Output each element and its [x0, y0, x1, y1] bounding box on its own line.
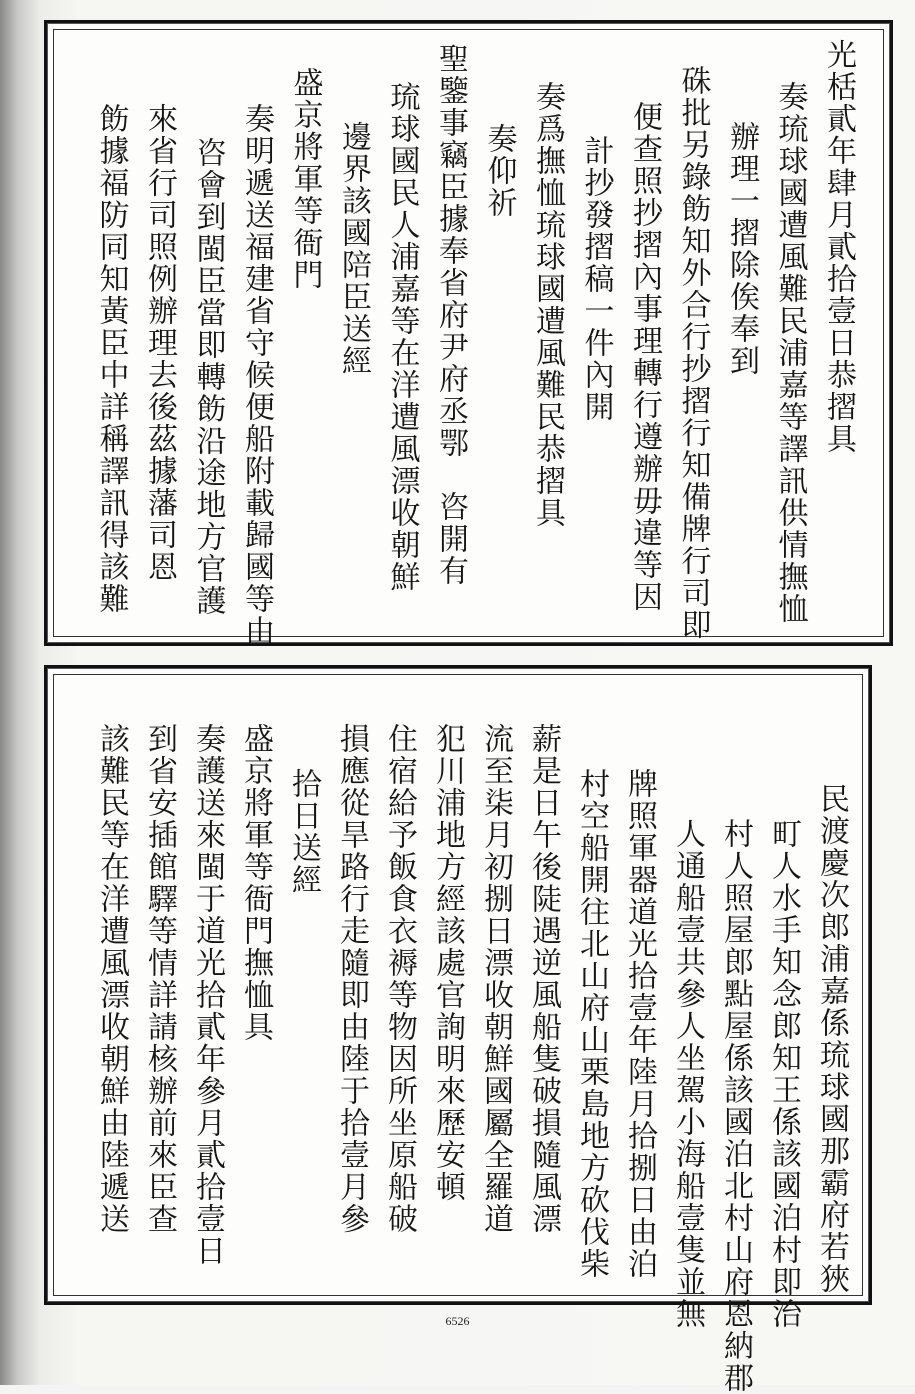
text-column: 住宿給予飯食衣褥等物因所坐原船破 — [382, 723, 417, 1235]
text-column: 奏護送來閩于道光拾貳年參月貳拾壹日 — [190, 723, 225, 1267]
text-column: 到省安插館驛等情詳請核辦前來臣查 — [142, 723, 177, 1235]
text-column: 薪是日午後陡遇逆風船隻破損隨風漂 — [526, 723, 561, 1235]
text-column: 琉球國民人浦嘉等在洋遭風漂收朝鮮 — [384, 81, 420, 593]
text-column: 聖鑒事竊臣據奉省府尹府丞鄂 咨開有 — [433, 43, 468, 587]
text-column: 便查照抄摺內事理轉行遵辦毋違等因 — [627, 101, 662, 613]
text-column: 犯川浦地方經該處官詢明來歷安頓 — [430, 723, 465, 1203]
text-column: 奏明遞送福建省守候便船附載歸國等由 — [239, 103, 274, 647]
text-column: 該難民等在洋遭風漂收朝鮮由陸遞送 — [94, 723, 129, 1235]
top-document-panel — [44, 20, 893, 646]
text-column: 計抄發摺稿一件內開 — [578, 135, 614, 423]
top-text-columns — [47, 23, 890, 647]
text-column: 村人照屋郎點屋係該國泊北村山府恩納郡 — [718, 818, 753, 1394]
text-column: 光栝貳年肆月貳拾壹日恭摺具 — [821, 39, 856, 455]
page-number: 6526 — [445, 1314, 470, 1328]
text-column: 村空船開往北山府山栗島地方砍伐柴 — [574, 768, 609, 1280]
text-column: 咨會到閩臣當即轉飭沿途地方官護 — [190, 137, 226, 617]
text-column: 硃批另錄飭知外合行抄摺行知備牌行司即 — [675, 65, 711, 641]
text-column: 損應從旱路行走隨即由陸于拾壹月參 — [334, 723, 369, 1235]
text-column: 飭據福防同知黃臣中詳稱譯訊得該難 — [93, 103, 129, 615]
text-column: 町人水手知念郎知王係該國泊村即治 — [766, 818, 801, 1330]
text-column: 奏琉球國遭風難民浦嘉等譯訊供情撫恤 — [772, 81, 808, 625]
text-column: 辦理一摺除俟奉到 — [724, 121, 759, 377]
text-column: 人通船壹共參人坐駕小海船壹隻並無 — [670, 818, 705, 1330]
text-column: 牌照軍器道光拾壹年陸月拾捌日由泊 — [622, 768, 657, 1280]
text-column: 奏仰祈 — [481, 123, 517, 219]
text-column: 來省行司照例辦理去後茲據藩司恩 — [142, 103, 177, 583]
text-column: 奏爲撫恤琉球國遭風難民恭摺具 — [530, 81, 565, 529]
text-column: 盛京將軍等衙門撫恤具 — [238, 723, 273, 1043]
text-column: 拾日送經 — [286, 768, 321, 896]
text-column: 邊界該國陪臣送經 — [336, 121, 371, 377]
text-column: 民渡慶次郎浦嘉係琉球國那霸府若狹 — [814, 783, 849, 1295]
text-column: 盛京將軍等衙門 — [287, 67, 323, 291]
text-column: 流至柒月初捌日漂收朝鮮國屬全羅道 — [478, 723, 513, 1235]
